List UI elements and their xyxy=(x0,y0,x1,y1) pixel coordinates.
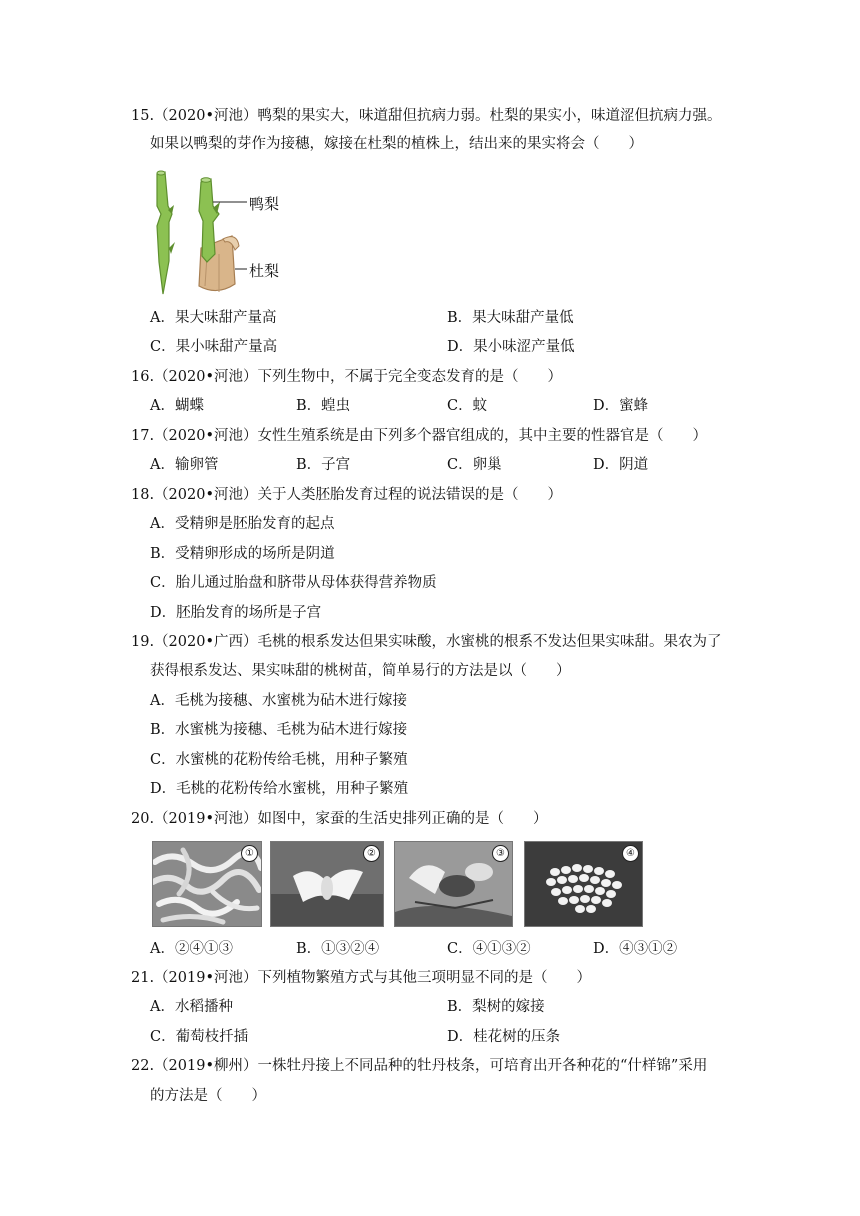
q17-option-d[interactable]: D．阴道 xyxy=(593,457,649,473)
photo-number-3: ③ xyxy=(492,845,509,862)
q18-option-b[interactable]: B．受精卵形成的场所是阴道 xyxy=(150,546,335,562)
photo-number-2: ② xyxy=(363,845,380,862)
q15-stem-line1: 15.（2020•河池）鸭梨的果实大，味道甜但抗病力弱。杜梨的果实小，味道涩但抗病力强。 xyxy=(131,108,722,124)
q15-option-a[interactable]: A．果大味甜产量高 xyxy=(150,310,277,326)
q19-option-d[interactable]: D．毛桃的花粉传给水蜜桃，用种子繁殖 xyxy=(150,781,409,797)
silkworm-eggs-photo xyxy=(524,841,643,927)
silkworm-pupa-photo xyxy=(394,841,513,927)
q19-stem-line2: 获得根系发达、果实味甜的桃树苗，简单易行的方法是以（ ） xyxy=(150,663,571,679)
q21-option-a[interactable]: A．水稻播种 xyxy=(150,999,233,1015)
q20-option-d[interactable]: D．④③①② xyxy=(593,941,678,957)
q17-option-c[interactable]: C．卵巢 xyxy=(447,457,502,473)
q19-option-a[interactable]: A．毛桃为接穗、水蜜桃为砧木进行嫁接 xyxy=(150,693,407,709)
grafting-figure xyxy=(147,166,297,298)
q18-option-c[interactable]: C．胎儿通过胎盘和脐带从母体获得营养物质 xyxy=(150,575,437,591)
q15-stem-line2: 如果以鸭梨的芽作为接穗，嫁接在杜梨的植株上，结出来的果实将会（ ） xyxy=(150,136,643,152)
q15-option-d[interactable]: D．果小味涩产量低 xyxy=(447,339,575,355)
q19-stem-line1: 19.（2020•广西）毛桃的根系发达但果实味酸，水蜜桃的根系不发达但果实味甜。果农为了 xyxy=(131,634,722,650)
q15-option-b[interactable]: B．果大味甜产量低 xyxy=(447,310,574,326)
q18-option-a[interactable]: A．受精卵是胚胎发育的起点 xyxy=(150,516,335,532)
figure-label-yali: 鸭梨 xyxy=(249,195,280,213)
q17-stem: 17.（2020•河池）女性生殖系统是由下列多个器官组成的，其中主要的性器官是（ ） xyxy=(131,428,708,444)
q21-option-c[interactable]: C．葡萄枝扦插 xyxy=(150,1029,249,1045)
q16-option-d[interactable]: D．蜜蜂 xyxy=(593,398,649,414)
q15-option-c[interactable]: C．果小味甜产量高 xyxy=(150,339,278,355)
q17-option-a[interactable]: A．输卵管 xyxy=(150,457,219,473)
q16-option-b[interactable]: B．蝗虫 xyxy=(296,398,351,414)
silkworm-moth-photo xyxy=(270,841,384,927)
q20-option-c[interactable]: C．④①③② xyxy=(447,941,531,957)
q19-option-b[interactable]: B．水蜜桃为接穗、毛桃为砧木进行嫁接 xyxy=(150,722,408,738)
q16-option-c[interactable]: C．蚊 xyxy=(447,398,488,414)
figure-label-duli: 杜梨 xyxy=(249,262,280,280)
photo-number-4: ④ xyxy=(622,845,639,862)
q20-stem: 20.（2019•河池）如图中，家蚕的生活史排列正确的是（ ） xyxy=(131,811,548,827)
q21-option-b[interactable]: B．梨树的嫁接 xyxy=(447,999,545,1015)
q22-stem-line2: 的方法是（ ） xyxy=(150,1088,266,1104)
q21-option-d[interactable]: D．桂花树的压条 xyxy=(447,1029,561,1045)
silkworm-larvae-photo xyxy=(152,841,262,927)
q20-option-a[interactable]: A．②④①③ xyxy=(150,941,233,957)
q22-stem-line1: 22.（2019•柳州）一株牡丹接上不同品种的牡丹枝条，可培育出开各种花的“什样锦”采用 xyxy=(131,1058,708,1074)
q18-option-d[interactable]: D．胚胎发育的场所是子宫 xyxy=(150,605,322,621)
photo-number-1: ① xyxy=(241,845,258,862)
q18-stem: 18.（2020•河池）关于人类胚胎发育过程的说法错误的是（ ） xyxy=(131,487,563,503)
q16-stem: 16.（2020•河池）下列生物中，不属于完全变态发育的是（ ） xyxy=(131,369,563,385)
q21-stem: 21.（2019•河池）下列植物繁殖方式与其他三项明显不同的是（ ） xyxy=(131,970,592,986)
q19-option-c[interactable]: C．水蜜桃的花粉传给毛桃，用种子繁殖 xyxy=(150,752,408,768)
q16-option-a[interactable]: A．蝴蝶 xyxy=(150,398,204,414)
q17-option-b[interactable]: B．子宫 xyxy=(296,457,351,473)
q20-option-b[interactable]: B．①③②④ xyxy=(296,941,380,957)
